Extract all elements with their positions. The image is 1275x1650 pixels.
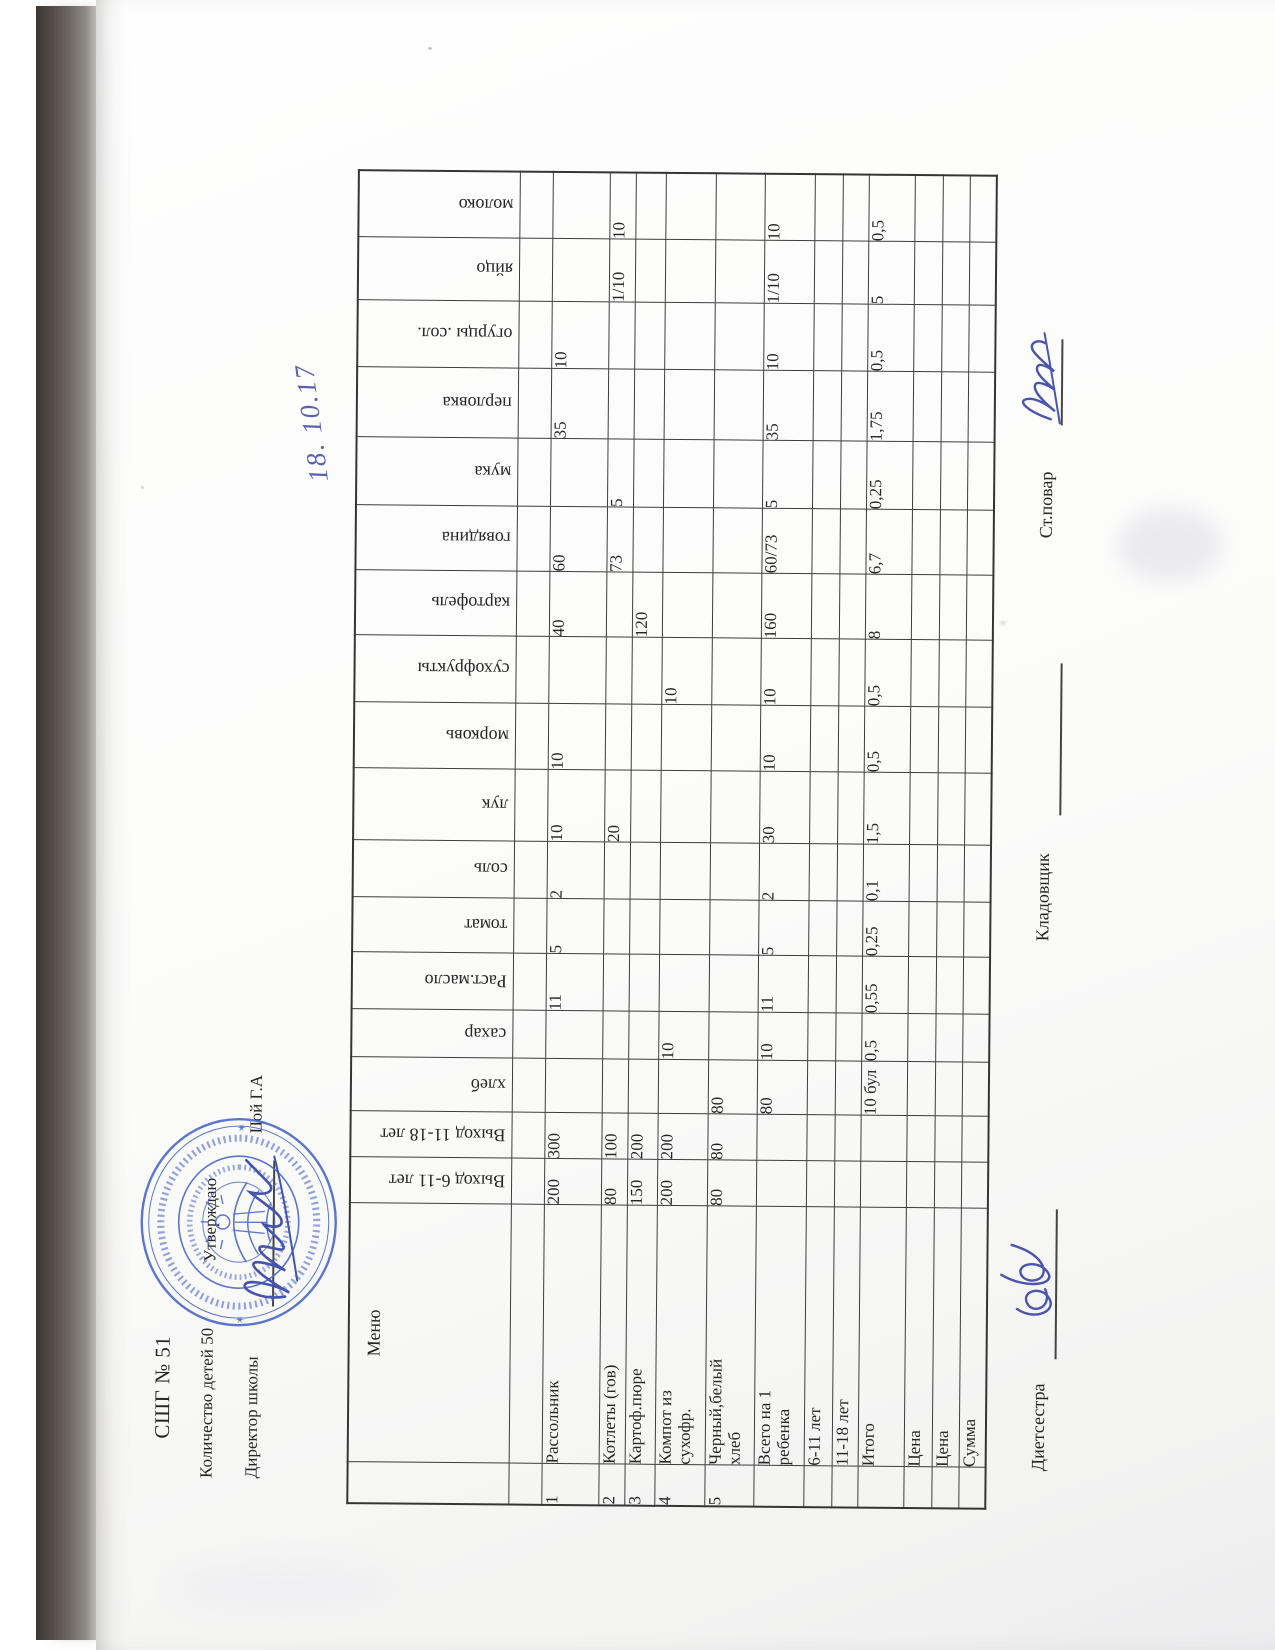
value-cell	[519, 239, 553, 302]
row-label: Цена	[904, 1208, 934, 1467]
value-cell	[516, 507, 550, 572]
value-cell	[514, 842, 547, 899]
value-cell	[810, 706, 839, 772]
value-cell	[911, 510, 940, 575]
value-cell	[710, 771, 760, 843]
row-label: Компот из сухофр.	[655, 1206, 707, 1465]
value-cell: 10	[658, 1012, 708, 1060]
value-cell	[963, 902, 990, 957]
col-header-7: томат	[352, 897, 513, 953]
value-cell	[511, 1159, 544, 1205]
value-cell	[835, 1013, 861, 1061]
row-number	[857, 1467, 903, 1508]
value-cell	[910, 707, 939, 773]
value-cell: 10	[760, 639, 811, 706]
value-cell	[513, 954, 546, 1011]
value-cell	[550, 439, 608, 507]
value-cell	[914, 242, 943, 305]
value-cell	[962, 1062, 989, 1116]
value-cell	[661, 705, 712, 771]
row-label: Рассольник	[542, 1205, 601, 1464]
value-cell	[715, 240, 765, 303]
value-cell	[658, 1060, 708, 1114]
value-cell: 0,25	[862, 902, 908, 957]
value-cell	[937, 773, 965, 845]
value-cell	[633, 440, 664, 508]
col-header-17: яйцо	[358, 237, 520, 301]
value-cell	[552, 239, 610, 302]
value-cell: 0,5	[867, 305, 914, 372]
value-cell: 5	[758, 901, 808, 956]
value-cell	[910, 640, 939, 707]
value-cell	[665, 240, 716, 303]
value-cell: 2	[547, 842, 604, 899]
scan-smudge	[170, 1560, 400, 1615]
col-header-12: картофель	[355, 570, 517, 636]
value-cell	[941, 372, 969, 442]
col-header-1: Меню	[348, 1203, 511, 1463]
value-cell: 0,55	[862, 957, 908, 1014]
value-cell	[811, 574, 840, 639]
value-cell	[942, 175, 970, 242]
chef-signature	[1007, 326, 1070, 432]
row-label: Всего на 1 ребенка	[754, 1207, 806, 1466]
value-cell	[518, 302, 552, 369]
value-cell	[713, 440, 763, 508]
value-cell	[602, 1011, 628, 1059]
value-cell	[908, 902, 936, 957]
row-label: Котлеты (гов)	[599, 1205, 627, 1464]
value-cell	[835, 1061, 861, 1115]
value-cell: 300	[544, 1113, 601, 1159]
value-cell	[938, 640, 966, 707]
value-cell: 5	[762, 441, 813, 509]
value-cell	[841, 371, 868, 441]
value-cell: 40	[549, 572, 607, 637]
value-cell	[634, 370, 665, 440]
value-cell	[628, 1012, 658, 1060]
value-cell	[629, 900, 659, 955]
row-number	[931, 1467, 958, 1508]
value-cell: 10	[551, 302, 609, 369]
value-cell: 0,25	[866, 442, 913, 510]
value-cell	[711, 638, 761, 705]
row-number: 2	[598, 1464, 624, 1505]
value-cell	[608, 302, 635, 369]
row-label: Сумма	[959, 1208, 988, 1467]
value-cell: 200	[544, 1159, 601, 1205]
value-cell: 10	[547, 770, 605, 842]
row-number: 4	[654, 1465, 704, 1506]
value-cell	[940, 442, 968, 510]
value-cell: 1/10	[764, 241, 815, 304]
value-cell	[938, 707, 966, 773]
director-line-label: Директор школы	[241, 1356, 262, 1479]
value-cell	[806, 1161, 834, 1207]
value-cell	[634, 303, 665, 370]
value-cell	[912, 442, 941, 510]
value-cell	[907, 1014, 935, 1062]
value-cell	[659, 955, 709, 1012]
col-header-11: сухофрукты	[354, 635, 516, 703]
value-cell: 10	[763, 304, 814, 371]
value-cell: 80	[601, 1159, 627, 1205]
value-cell	[968, 373, 996, 443]
value-cell	[519, 172, 553, 239]
value-cell: 10	[661, 638, 712, 705]
value-cell	[838, 706, 865, 772]
col-header-18: молоко	[358, 170, 520, 238]
row-label: 6-11 лет	[804, 1207, 834, 1466]
row-number: 5	[704, 1465, 753, 1506]
value-cell: 11	[758, 956, 808, 1013]
value-cell: 1/10	[609, 239, 636, 302]
value-cell	[934, 1116, 961, 1162]
row-number	[753, 1466, 803, 1507]
value-cell: 0,5	[864, 707, 911, 773]
value-cell: 35	[551, 369, 609, 439]
value-cell	[969, 176, 997, 243]
value-cell	[662, 508, 713, 573]
value-cell	[663, 440, 714, 508]
value-cell	[603, 899, 629, 954]
value-cell: 80	[708, 1060, 757, 1114]
director-name: Цой Г.А	[246, 1074, 267, 1134]
approve-label: Утверждаю	[200, 1177, 221, 1263]
row-number: 1	[541, 1464, 598, 1505]
row-label: 11-18 лет	[832, 1207, 860, 1466]
col-header-10: морковь	[354, 702, 516, 769]
value-cell: 200	[627, 1114, 657, 1160]
value-cell: 80	[707, 1114, 756, 1160]
row-label: Картоф.пюре	[625, 1206, 657, 1465]
value-cell	[966, 575, 994, 640]
value-cell	[709, 955, 758, 1012]
value-cell	[965, 640, 993, 707]
value-cell	[839, 574, 866, 639]
value-cell	[941, 305, 969, 372]
value-cell: 20	[604, 770, 631, 842]
value-cell	[813, 371, 842, 441]
value-cell	[632, 508, 663, 573]
col-header-9: лук	[353, 768, 515, 841]
handwritten-date: 18. 10.17	[288, 361, 334, 484]
value-cell	[715, 173, 765, 240]
value-cell: 10	[764, 174, 815, 241]
value-cell	[512, 1011, 545, 1059]
value-cell	[961, 1116, 988, 1162]
value-cell	[602, 1059, 628, 1113]
value-cell	[934, 1162, 961, 1208]
value-cell	[511, 1113, 544, 1159]
svg-text:✶: ✶	[236, 1122, 249, 1133]
value-cell	[837, 844, 863, 901]
value-cell: 160	[761, 574, 812, 639]
col-header-16: огурцы .сол.	[357, 300, 519, 368]
value-cell	[664, 370, 715, 440]
col-header-14: мука	[356, 437, 518, 506]
value-cell	[911, 575, 940, 640]
value-cell: 80	[757, 1061, 807, 1115]
value-cell: 10 бул	[861, 1062, 907, 1116]
col-header-8: соль	[353, 840, 514, 898]
value-cell	[936, 957, 963, 1014]
value-cell	[711, 705, 761, 771]
value-cell	[965, 707, 993, 773]
value-cell	[516, 572, 550, 637]
value-cell: 35	[763, 371, 814, 441]
value-cell	[630, 843, 660, 900]
value-cell: 0,5	[864, 640, 911, 707]
value-cell	[837, 772, 864, 844]
value-cell	[518, 369, 552, 439]
value-cell	[942, 242, 970, 305]
value-cell	[913, 372, 942, 442]
value-cell	[628, 1060, 658, 1114]
value-cell	[906, 1162, 934, 1208]
value-cell	[552, 172, 610, 239]
value-cell: 150	[627, 1160, 657, 1206]
value-cell	[814, 241, 843, 304]
value-cell	[834, 1161, 860, 1207]
value-cell	[907, 1062, 935, 1116]
value-cell	[840, 441, 867, 509]
value-cell: 10	[757, 1013, 807, 1061]
diet-sister-label: Диетсестра	[1027, 1383, 1049, 1472]
col-header-4: хлеб	[351, 1057, 512, 1112]
value-cell	[811, 509, 840, 574]
value-cell	[664, 303, 715, 370]
value-cell	[808, 956, 836, 1013]
value-cell	[665, 173, 716, 240]
value-cell	[631, 638, 662, 705]
value-cell: 8	[865, 575, 912, 640]
value-cell	[808, 901, 836, 956]
row-label	[509, 1205, 544, 1464]
value-cell	[810, 639, 839, 706]
value-cell: 5	[607, 439, 634, 507]
value-cell	[605, 637, 632, 704]
menu-table	[346, 169, 998, 1510]
value-cell	[606, 572, 633, 637]
value-cell	[756, 1161, 806, 1207]
scan-speck	[1000, 621, 1006, 625]
value-cell	[908, 957, 936, 1014]
value-cell: 30	[759, 772, 810, 844]
storekeeper-label: Кладовщик	[1032, 853, 1053, 942]
value-cell	[756, 1115, 806, 1161]
value-cell: 10	[609, 172, 636, 239]
value-cell	[834, 1115, 860, 1161]
director-signature	[223, 1139, 310, 1315]
value-cell: 200	[657, 1114, 707, 1160]
scan-speck	[428, 47, 432, 50]
value-cell	[712, 573, 762, 638]
value-cell: 100	[601, 1113, 627, 1159]
value-cell	[962, 1014, 989, 1062]
value-cell	[660, 843, 710, 900]
value-cell: 2	[759, 844, 809, 901]
diet-sister-signature	[987, 1231, 1068, 1332]
value-cell	[545, 1011, 602, 1059]
value-cell	[635, 240, 666, 303]
children-count-line: Количество детей 50	[196, 1327, 217, 1478]
value-cell	[839, 509, 866, 574]
value-cell	[836, 901, 862, 956]
col-header-num	[347, 1462, 508, 1504]
value-cell: 200	[657, 1160, 707, 1206]
value-cell	[709, 900, 758, 955]
col-header-2: Выход 6-11 лет	[350, 1157, 511, 1204]
value-cell: 11	[546, 954, 603, 1011]
value-cell	[841, 304, 868, 371]
value-cell	[842, 241, 869, 304]
value-cell	[838, 639, 865, 706]
row-number	[958, 1467, 985, 1508]
value-cell	[603, 954, 629, 1011]
value-cell	[513, 899, 546, 954]
value-cell	[966, 510, 994, 575]
value-cell	[939, 510, 967, 575]
value-cell	[939, 575, 967, 640]
scan-smudge	[1118, 508, 1222, 582]
value-cell	[814, 174, 843, 241]
value-cell	[712, 508, 762, 573]
value-cell	[806, 1115, 834, 1161]
value-cell	[936, 902, 963, 957]
scan-speck	[141, 486, 144, 489]
value-cell: 10	[548, 704, 606, 770]
value-cell	[631, 705, 662, 771]
storekeeper-signature-line	[1059, 663, 1062, 815]
value-cell	[714, 370, 764, 440]
value-cell: 80	[707, 1160, 756, 1206]
col-header-5: сахар	[351, 1009, 512, 1058]
value-cell	[913, 305, 942, 372]
value-cell	[605, 704, 632, 770]
school-title: СШГ № 51	[149, 1335, 175, 1439]
value-cell	[860, 1162, 906, 1208]
value-cell	[964, 773, 992, 845]
value-cell	[809, 772, 838, 844]
value-cell: 10	[760, 706, 811, 772]
chef-label: Ст.повар	[1035, 471, 1057, 539]
value-cell	[604, 842, 630, 899]
value-cell: 6,7	[865, 510, 912, 575]
col-header-13: говядина	[355, 505, 517, 571]
col-header-6: Раст.масло	[352, 952, 513, 1010]
value-cell	[515, 704, 549, 770]
value-cell	[635, 173, 666, 240]
value-cell: 1,5	[863, 773, 910, 845]
value-cell: 1,75	[867, 372, 914, 442]
value-cell: 5	[868, 242, 915, 305]
value-cell	[909, 845, 937, 902]
value-cell	[813, 304, 842, 371]
value-cell	[969, 243, 997, 306]
value-cell	[963, 957, 990, 1014]
value-cell: 0,5	[868, 175, 915, 242]
col-header-3: Выход 11-18 лет	[350, 1111, 511, 1158]
value-cell	[548, 637, 606, 704]
value-cell	[836, 956, 862, 1013]
value-cell	[807, 1061, 835, 1115]
value-cell	[662, 573, 713, 638]
row-number: 3	[624, 1465, 654, 1506]
row-label: Черный,белый хлеб	[705, 1206, 756, 1465]
value-cell	[809, 844, 837, 901]
value-cell	[807, 1013, 835, 1061]
value-cell: 5	[546, 899, 603, 954]
row-number	[508, 1464, 541, 1505]
row-number	[831, 1466, 857, 1507]
row-number	[803, 1466, 831, 1507]
value-cell	[515, 637, 549, 704]
value-cell: 60/73	[761, 509, 812, 574]
value-cell	[660, 771, 711, 843]
value-cell	[630, 771, 661, 843]
value-cell	[967, 443, 995, 511]
value-cell	[964, 845, 991, 902]
value-cell	[860, 1116, 906, 1162]
value-cell	[842, 174, 869, 241]
value-cell	[937, 845, 964, 902]
value-cell: 0,5	[861, 1014, 907, 1062]
value-cell: 120	[632, 573, 663, 638]
value-cell	[935, 1014, 962, 1062]
value-cell	[909, 773, 938, 845]
value-cell	[517, 439, 551, 507]
value-cell	[906, 1116, 934, 1162]
value-cell	[608, 369, 635, 439]
value-cell	[914, 175, 943, 242]
value-cell	[935, 1062, 962, 1116]
value-cell	[968, 306, 996, 373]
value-cell	[714, 303, 764, 370]
value-cell	[545, 1059, 602, 1113]
svg-text:✶: ✶	[234, 1314, 247, 1325]
col-header-15: перловка	[357, 367, 519, 438]
row-label: Итого	[858, 1208, 906, 1467]
value-cell	[659, 900, 709, 955]
value-cell	[961, 1162, 988, 1208]
value-cell	[514, 770, 548, 842]
value-cell	[812, 441, 841, 509]
value-cell: 73	[606, 507, 633, 572]
value-cell: 0,1	[863, 845, 909, 902]
value-cell	[710, 843, 759, 900]
value-cell	[629, 955, 659, 1012]
row-label: Цена	[932, 1208, 961, 1467]
value-cell	[512, 1059, 545, 1113]
row-number	[903, 1467, 931, 1508]
value-cell: 60	[549, 507, 607, 572]
value-cell	[708, 1012, 757, 1060]
